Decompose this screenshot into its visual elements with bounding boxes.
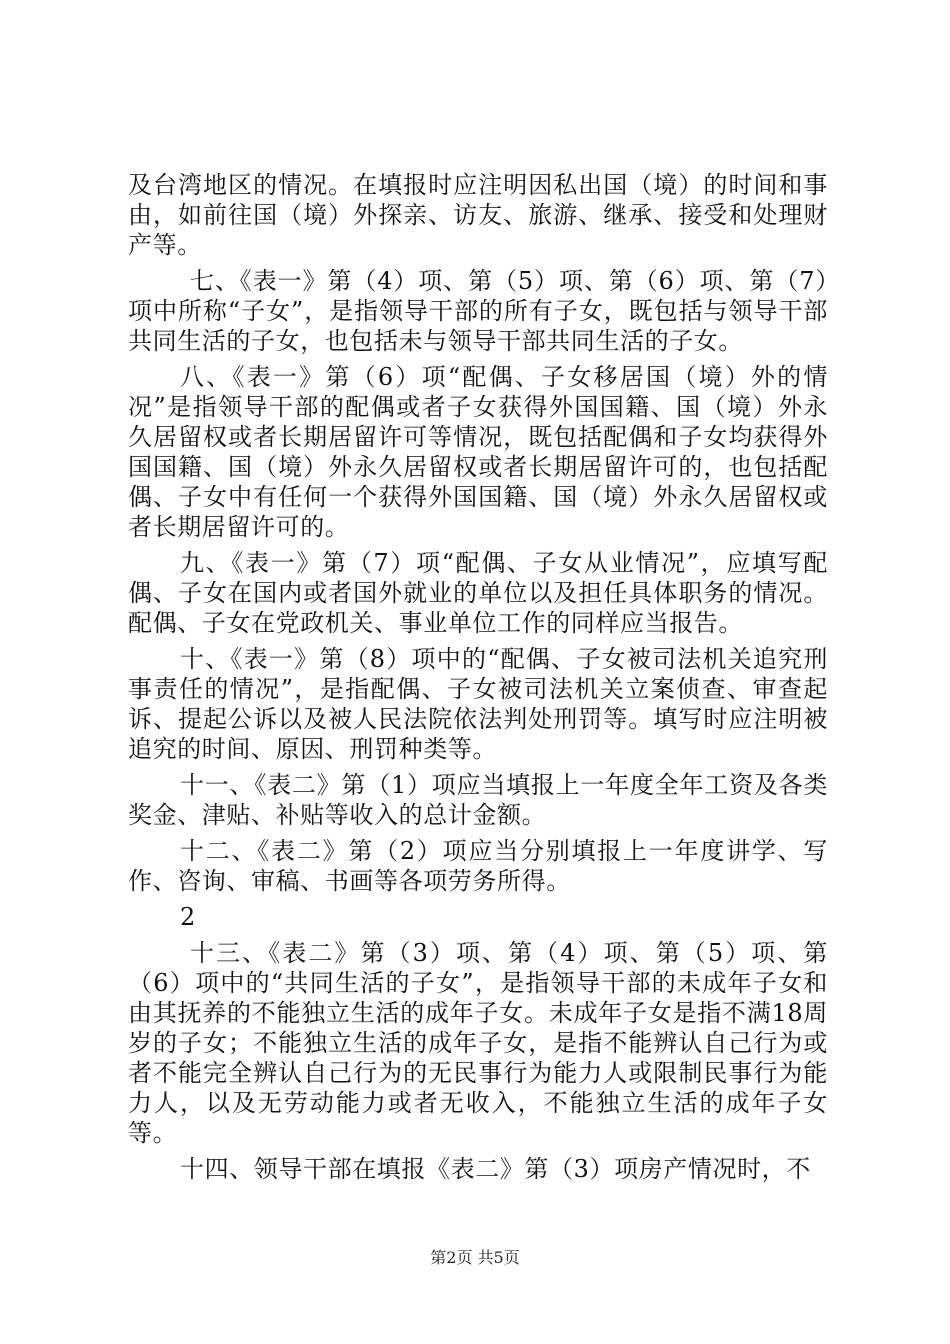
paragraph-item-9: 九、《表一》第（7）项“配偶、子女从业情况”，应填写配偶、子女在国内或者国外就业的单位以及担任具体职务的情况。配偶、子女在党政机关、事业单位工作的同样应当报告。 (128, 549, 828, 637)
paragraph-item-7: 七、《表一》第（4）项、第（5）项、第（6）项、第（7）项中所称“子女”，是指领导干部的所有子女，既包括与领导干部共同生活的子女，也包括未与领导干部共同生活的子女。 (128, 267, 828, 355)
paragraph-item-10: 十、《表一》第（8）项中的“配偶、子女被司法机关追究刑事责任的情况”，是指配偶、子女被司法机关立案侦查、审查起诉、提起公诉以及被人民法院依法判处刑罚等。填写时应注明被追究的时间、原因、刑罚种类等。 (128, 645, 828, 763)
paragraph-item-11: 十一、《表二》第（1）项应当填报上一年度全年工资及各类奖金、津贴、补贴等收入的总计金额。 (128, 771, 828, 829)
paragraph-continuation: 及台湾地区的情况。在填报时应注明因私出国（境）的时间和事由，如前往国（境）外探亲、访友、旅游、继承、接受和处理财产等。 (128, 171, 828, 259)
inline-page-number: 2 (180, 903, 196, 931)
document-body (128, 170, 828, 1190)
paragraph-item-13: 十三、《表二》第（3）项、第（4）项、第（5）项、第（6）项中的“共同生活的子女”，是指领导干部的未成年子女和由其抚养的不能独立生活的成年子女。未成年子女是指不满18周岁的子女；不能独立生活的成年子女，是指不能辨认自己行为或者不能完全辨认自己行为的无民事行为能力人或限制民事行为能力人，以及无劳动能力或者无收入，不能独立生活的成年子女等。 (128, 939, 828, 1147)
paragraph-item-14: 十四、领导干部在填报《表二》第（3）项房产情况时，不 (180, 1155, 811, 1183)
paragraph-item-8: 八、《表一》第（6）项“配偶、子女移居国（境）外的情况”是指领导干部的配偶或者子女获得外国国籍、国（境）外永久居留权或者长期居留许可等情况，既包括配偶和子女均获得外国国籍、国（境）外永久居留权或者长期居留许可的，也包括配偶、子女中有任何一个获得外国国籍、国（境）外永久居留权或者长期居留许可的。 (128, 363, 828, 541)
page-footer: 第2页 共5页 (430, 1248, 520, 1267)
paragraph-item-12: 十二、《表二》第（2）项应当分别填报上一年度讲学、写作、咨询、审稿、书画等各项劳务所得。 (128, 837, 828, 895)
